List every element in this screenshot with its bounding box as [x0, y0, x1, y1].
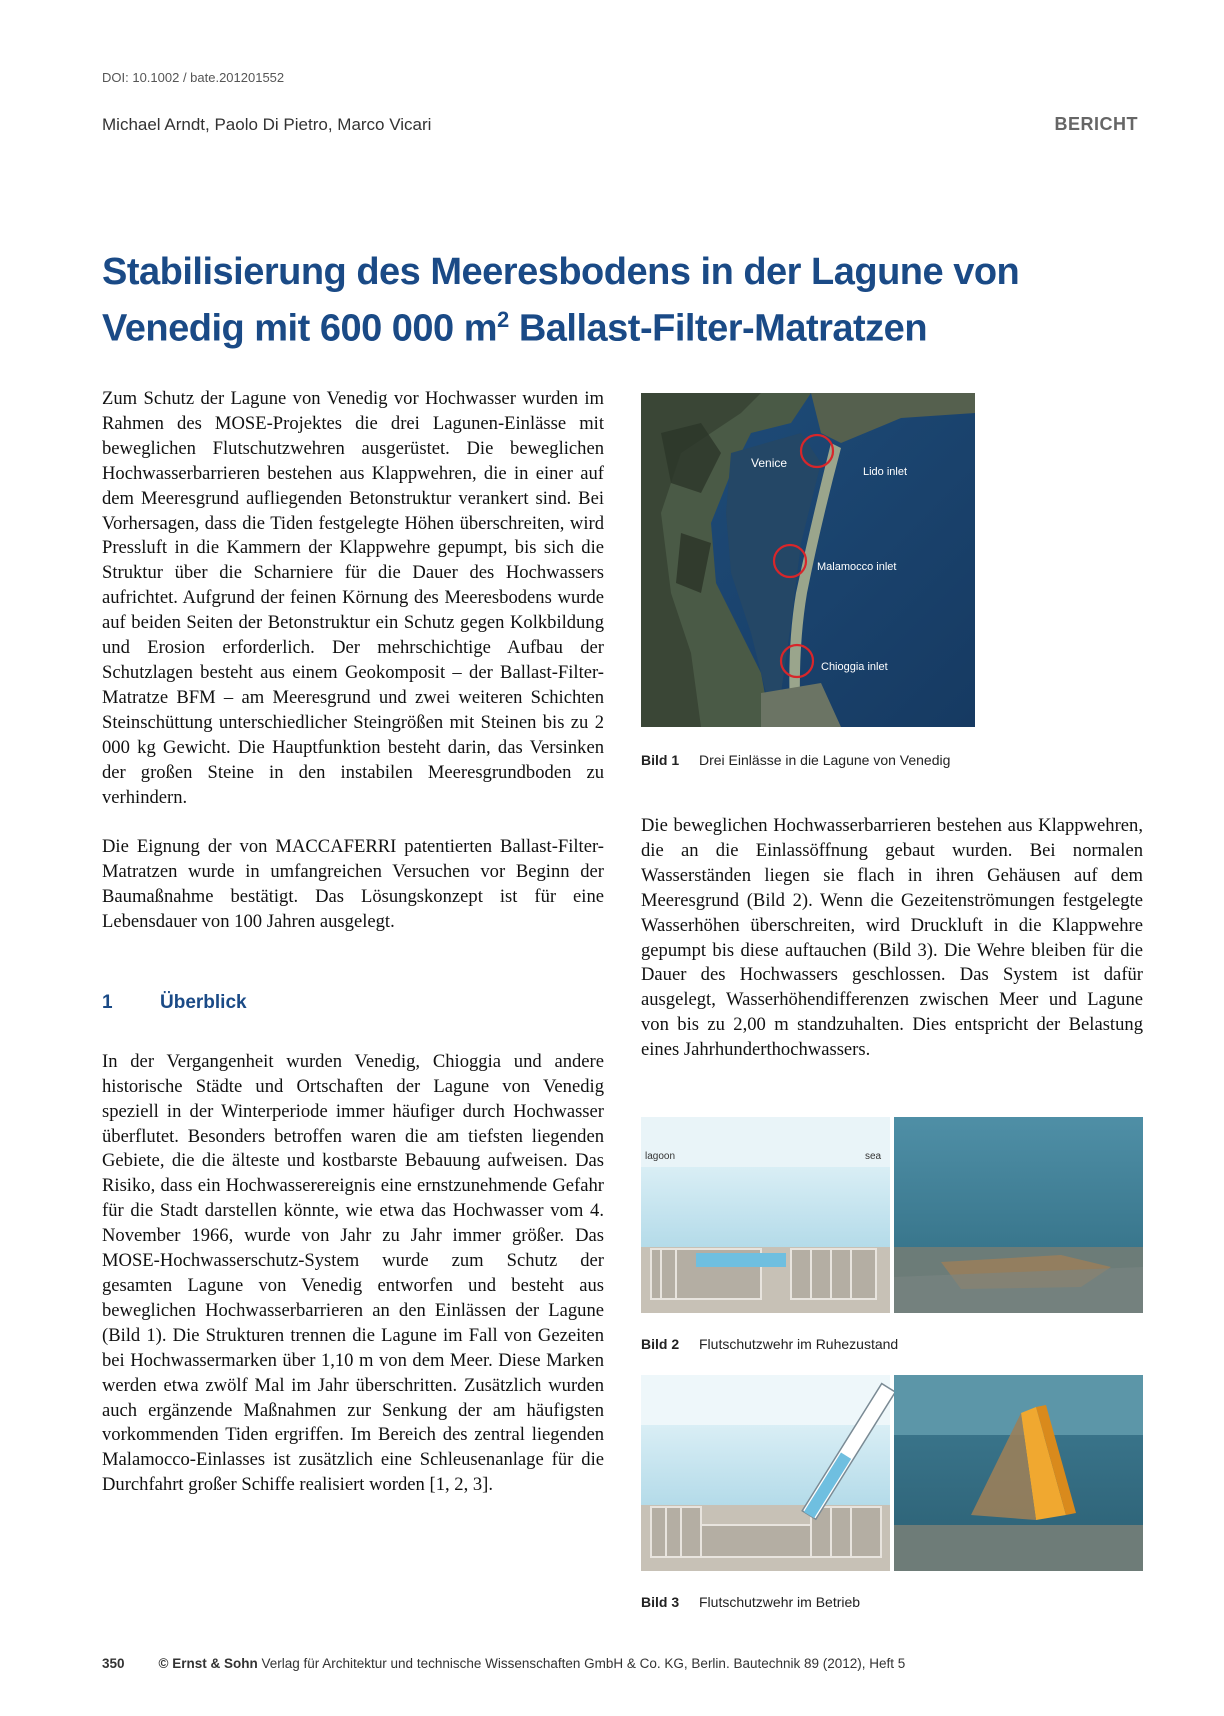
figure-1-label: Bild 1 — [641, 752, 680, 768]
left-column — [102, 387, 604, 1498]
figure-2-caption-text: Flutschutzwehr im Ruhezustand — [699, 1336, 899, 1352]
body-paragraph-right: Die beweglichen Hochwasserbarrieren bestehen aus Klappwehren, die an die Einlassöffnung gebaut wurden. Bei normalen Wasserständen liegen sie flach in ihren Gehäusen auf dem Meeresgrund (Bild 2). Wenn die Gezeitenströmungen festgelegte Wasserhöhen überschreiten, wird Druckluft in die Klappwehre gepumpt bis diese auftauchen (Bild 3). Die Wehre bleiben für die Dauer des Hochwassers geschlossen. Das System ist dafür ausgelegt, Wasserhöhendifferenzen zwischen Meer und Lagune von bis zu 2,00 m standzuhalten. Dies entspricht der Belastung eines Jahrhunderthochwassers. — [641, 815, 1143, 1061]
title-superscript: 2 — [497, 307, 509, 332]
footer — [102, 1656, 905, 1671]
figure-3-caption — [641, 1594, 860, 1610]
figure-1-caption — [641, 752, 950, 768]
abstract-paragraph-2: Die Eignung der von MACCAFERRI patentierten Ballast-Filter-Matratzen wurde in umfangreichen Versuchen vor Beginn der Baumaßnahme bestätigt. Das Lösungskonzept ist für eine Lebensdauer von 100 Jahren ausgelegt. — [102, 836, 604, 933]
section-label: BERICHT — [1054, 114, 1138, 134]
figure-1-satellite-image — [641, 393, 975, 727]
page-number: 350 — [102, 1656, 125, 1671]
figure-3-illustration — [641, 1375, 1143, 1571]
figure-2-label: Bild 2 — [641, 1336, 680, 1352]
authors: Michael Arndt, Paolo Di Pietro, Marco Vicari — [102, 115, 432, 134]
figure-3-caption-text: Flutschutzwehr im Betrieb — [699, 1594, 861, 1610]
label-venice: Venice — [751, 456, 788, 470]
title-line-2-pre: Venedig mit 600 000 m — [102, 307, 498, 350]
label-sea: sea — [865, 1151, 882, 1162]
doi: DOI: 10.1002 / bate.201201552 — [102, 70, 285, 85]
body-paragraph: In der Vergangenheit wurden Venedig, Chioggia und andere historische Städte und Ortschaften der Lagune von Venedig speziell in der Winterperiode immer häufiger durch Hochwasser überflutet. Besonders betroffen waren die am tiefsten liegenden Gebiete, die die älteste und kostbarste Bebauung aufweisen. Das Risiko, dass ein Hochwasserereignis eine ernstzunehmende Gefahr für die Stadt darstellen könnte, wie etwa das Hochwasser vom 4. November 1966, wurde von Jahr zu Jahr immer größer. Das MOSE-Hochwasserschutz-System wurde zum Schutz der gesamten Lagune von Venedig entworfen und besteht aus beweglichen Hochwasserbarrieren an den Einlässen der Lagune (Bild 1). Die Strukturen trennen die Lagune im Fall von Gezeiten bei Hochwassermarken über 1,10 m von dem Meer. Diese Marken werden etwa zwölf Mal im Jahr überschritten. Zusätzlich wurden auch ergänzende Maßnahmen zur Senkung der am häufigsten vorkommenden Tiden ergriffen. Im Bereich des zentral liegenden Malamocco-Einlasses ist zusätzlich eine Schleusenanlage für die Durchfahrt großer Schiffe realisiert worden [1, 2, 3]. — [102, 1050, 604, 1496]
section-heading — [102, 991, 604, 1016]
publisher-details: Verlag für Architektur und technische Wissenschaften GmbH & Co. KG, Berlin. Bautechnik 89 (2012), Heft 5 — [257, 1656, 906, 1671]
section-title: Überblick — [160, 991, 247, 1013]
figure-2-caption — [641, 1336, 898, 1352]
article-title — [102, 248, 1102, 353]
label-malamocco-inlet: Malamocco inlet — [817, 561, 897, 573]
label-lido-inlet: Lido inlet — [863, 466, 908, 478]
title-line-1: Stabilisierung des Meeresbodens in der Lagune von — [102, 251, 1020, 293]
figure-3-label: Bild 3 — [641, 1594, 680, 1610]
right-column — [641, 814, 1143, 1063]
figure-1-caption-text: Drei Einlässe in die Lagune von Venedig — [699, 752, 951, 768]
label-chioggia-inlet: Chioggia inlet — [821, 661, 888, 673]
section-number: 1 — [102, 991, 113, 1013]
title-line-2-post: Ballast-Filter-Matratzen — [508, 307, 928, 350]
figure-2-illustration — [641, 1117, 1143, 1313]
abstract-paragraph: Zum Schutz der Lagune von Venedig vor Hochwasser wurden im Rahmen des MOSE-Projektes die drei Lagunen-Einlässe mit beweglichen Flutschutzwehren ausgerüstet. Die beweglichen Hochwasserbarrieren bestehen aus Klappwehren, die in einer auf dem Meeresgrund aufliegenden Betonstruktur verankert sind. Bei Vorhersagen, dass die Tiden festgelegte Höhen überschreiten, wird Pressluft in die Kammern der Klappwehre gepumpt, bis sich die Struktur über die Scharniere für die Dauer des Hochwassers aufrichtet. Aufgrund der feinen Körnung des Meeresbodens wurde auf beiden Seiten der Betonstruktur ein Schutz gegen Kolkbildung und Erosion erforderlich. Der mehrschichtige Aufbau der Schutzlagen besteht aus einem Geokomposit – der Ballast-Filter-Matratze BFM – am Meeresgrund und zwei weiteren Schichten Steinschüttung unterschiedlicher Steingrößen mit Steinen bis zu 2 000 kg Gewicht. Die Hauptfunktion besteht darin, das Versinken der großen Steine in den instabilen Meeresgrundboden zu verhindern. — [102, 388, 604, 808]
publisher: © Ernst & Sohn — [158, 1656, 258, 1671]
label-lagoon: lagoon — [645, 1151, 676, 1162]
